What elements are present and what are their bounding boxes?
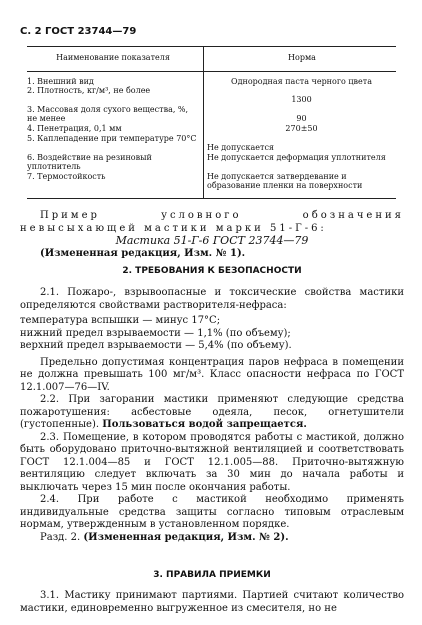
table-header (27, 46, 396, 72)
row-name: 5. Каплепадение при температуре 70°С (27, 134, 197, 143)
example-designation: Мастика 51-Г-6 ГОСТ 23744—79 (115, 234, 309, 247)
page-header: С. 2 ГОСТ 23744—79 (20, 26, 137, 37)
section-2-body (20, 287, 404, 544)
paragraph-2-4: 2.4. При работе с мастикой необходимо применять индивидуальные средства защиты согласно типовым отраслевым нормам, утвержденным в установленном порядке. (20, 494, 404, 530)
row-value: 270±50 (285, 124, 318, 133)
paragraph-3-1: 3.1. Мастику принимают партиями. Партией считают количество мастики, единовременно выгруженное из смесителя, но не (20, 590, 404, 614)
upper-explosion-limit: верхний предел взрываемости — 5,4% (по объему). (20, 340, 292, 351)
column-header-norm: Норма (288, 53, 316, 62)
row-name: 7. Термостойкость (27, 172, 106, 181)
water-prohibited: Пользоваться водой запрещается. (102, 419, 307, 430)
row-value: Не допускается затвердевание и образование пленки на поверхности (207, 172, 363, 190)
max-concentration: Предельно допустимая концентрация паров нефраса в помещении не должна превышать 100 мг/м³. Класс опасности нефраса по ГОСТ 12.1.007—76—IV. (20, 356, 404, 393)
revision-note: (Измененная редакция, Изм. № 1). (40, 247, 246, 259)
section-2-revision (20, 532, 404, 545)
section-2-title: 2. ТРЕБОВАНИЯ К БЕЗОПАСНОСТИ (122, 266, 302, 276)
example-intro: Пример условного обозначения невысыхающей мастики марки 51-Г-6: (20, 210, 404, 234)
row-value: 1300 (291, 95, 312, 104)
row-name: 4. Пенетрация, 0,1 мм (27, 124, 122, 133)
row-value: Не допускается (207, 143, 274, 152)
flash-temperature: температура вспышки — минус 17°С; (20, 315, 221, 326)
row-name: 2. Плотность, кг/м³, не более (27, 86, 151, 95)
section-3-body (20, 590, 404, 615)
row-value: Однородная паста черного цвета (231, 77, 372, 86)
lower-explosion-limit: нижний предел взрываемости — 1,1% (по объему); (20, 327, 291, 339)
row-value: 90 (296, 114, 307, 123)
section-3-title: 3. ПРАВИЛА ПРИЕМКИ (153, 570, 271, 580)
paragraph-2-1: 2.1. Пожаро-, взрывоопасные и токсические свойства мастики определяются свойствами растворителя-нефраса: (20, 287, 404, 311)
column-divider (203, 72, 204, 198)
properties-table (27, 46, 396, 199)
paragraph-2-3: 2.3. Помещение, в котором проводятся работы с мастикой, должно быть оборудовано приточно-вытяжной вентиляцией и соответствовать ГОСТ 12.1.004—85 и ГОСТ 12.1.005—88. Приточно-вытяжную вентиляцию следует включать за 30 мин до начала работы и выключать через 15 мин после окончания работы. (20, 431, 404, 493)
row-name: 3. Массовая доля сухого вещества, %, не менее (27, 105, 189, 123)
column-divider (203, 47, 204, 71)
example-block (20, 210, 404, 260)
revision-note: (Измененная редакция, Изм. № 2). (83, 531, 289, 543)
row-value: Не допускается деформация уплотнителя (207, 153, 386, 162)
table-body (27, 72, 396, 199)
paragraph-2-2-text: 2.2. При загорании мастики применяют следующие средства пожаротушения: асбестовые одеяла, песок, огнетушители (густопенные). (20, 394, 404, 430)
revision-prefix: Разд. 2. (40, 531, 81, 543)
paragraph-2-2 (20, 394, 404, 432)
row-name: 1. Внешний вид (27, 77, 94, 86)
row-name: 6. Воздействие на резиновый уплотнитель (27, 153, 152, 171)
column-header-indicator: Наименование показателя (56, 53, 170, 62)
